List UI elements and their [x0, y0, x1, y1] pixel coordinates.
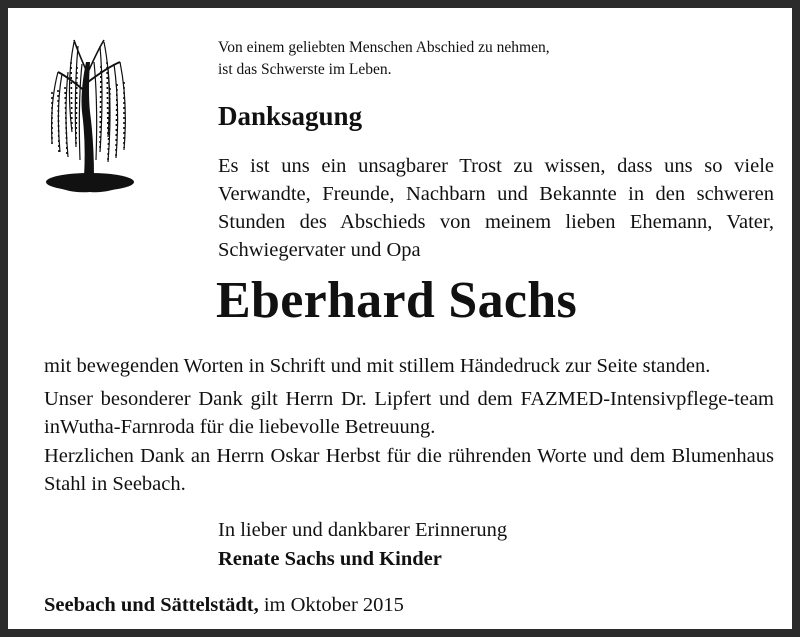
place-date	[44, 594, 404, 617]
closing-line: In lieber und dankbarer Erinnerung	[218, 519, 508, 541]
signed-by: Renate Sachs und Kinder	[218, 548, 442, 570]
motto-line-2: ist das Schwerste im Leben.	[218, 61, 392, 78]
date: im Oktober 2015	[258, 594, 404, 616]
thanks-paragraph-2: Herzlichen Dank an Herrn Oskar Herbst für die rührenden Worte und dem Blumenhaus Stahl in Seebach.	[44, 444, 774, 495]
body-text	[44, 352, 774, 499]
line-after-name: mit bewegenden Worten in Schrift und mit stillem Händedruck zur Seite standen.	[44, 355, 711, 377]
motto	[218, 37, 778, 81]
weeping-willow-icon	[38, 32, 138, 202]
deceased-name: Eberhard Sachs	[216, 272, 578, 329]
motto-line-1: Von einem geliebten Menschen Abschied zu nehmen,	[218, 39, 550, 56]
intro-text: Es ist uns ein unsagbarer Trost zu wissen, dass uns so viele Verwandte, Freunde, Nachbarn und Bekannte in den schweren Stunden des Abschieds von meinem lieben Ehemann, Vater, Schwiegervater und Opa	[218, 155, 774, 261]
place: Seebach und Sättelstädt,	[44, 594, 259, 616]
thanks-paragraph-1: Unser besonderer Dank gilt Herrn Dr. Lipfert und dem FAZMED-Intensivpflege-team inWutha-Farnroda für die liebevolle Betreuung.	[44, 387, 774, 438]
heading: Danksagung	[218, 101, 363, 131]
signature-block	[218, 516, 507, 574]
